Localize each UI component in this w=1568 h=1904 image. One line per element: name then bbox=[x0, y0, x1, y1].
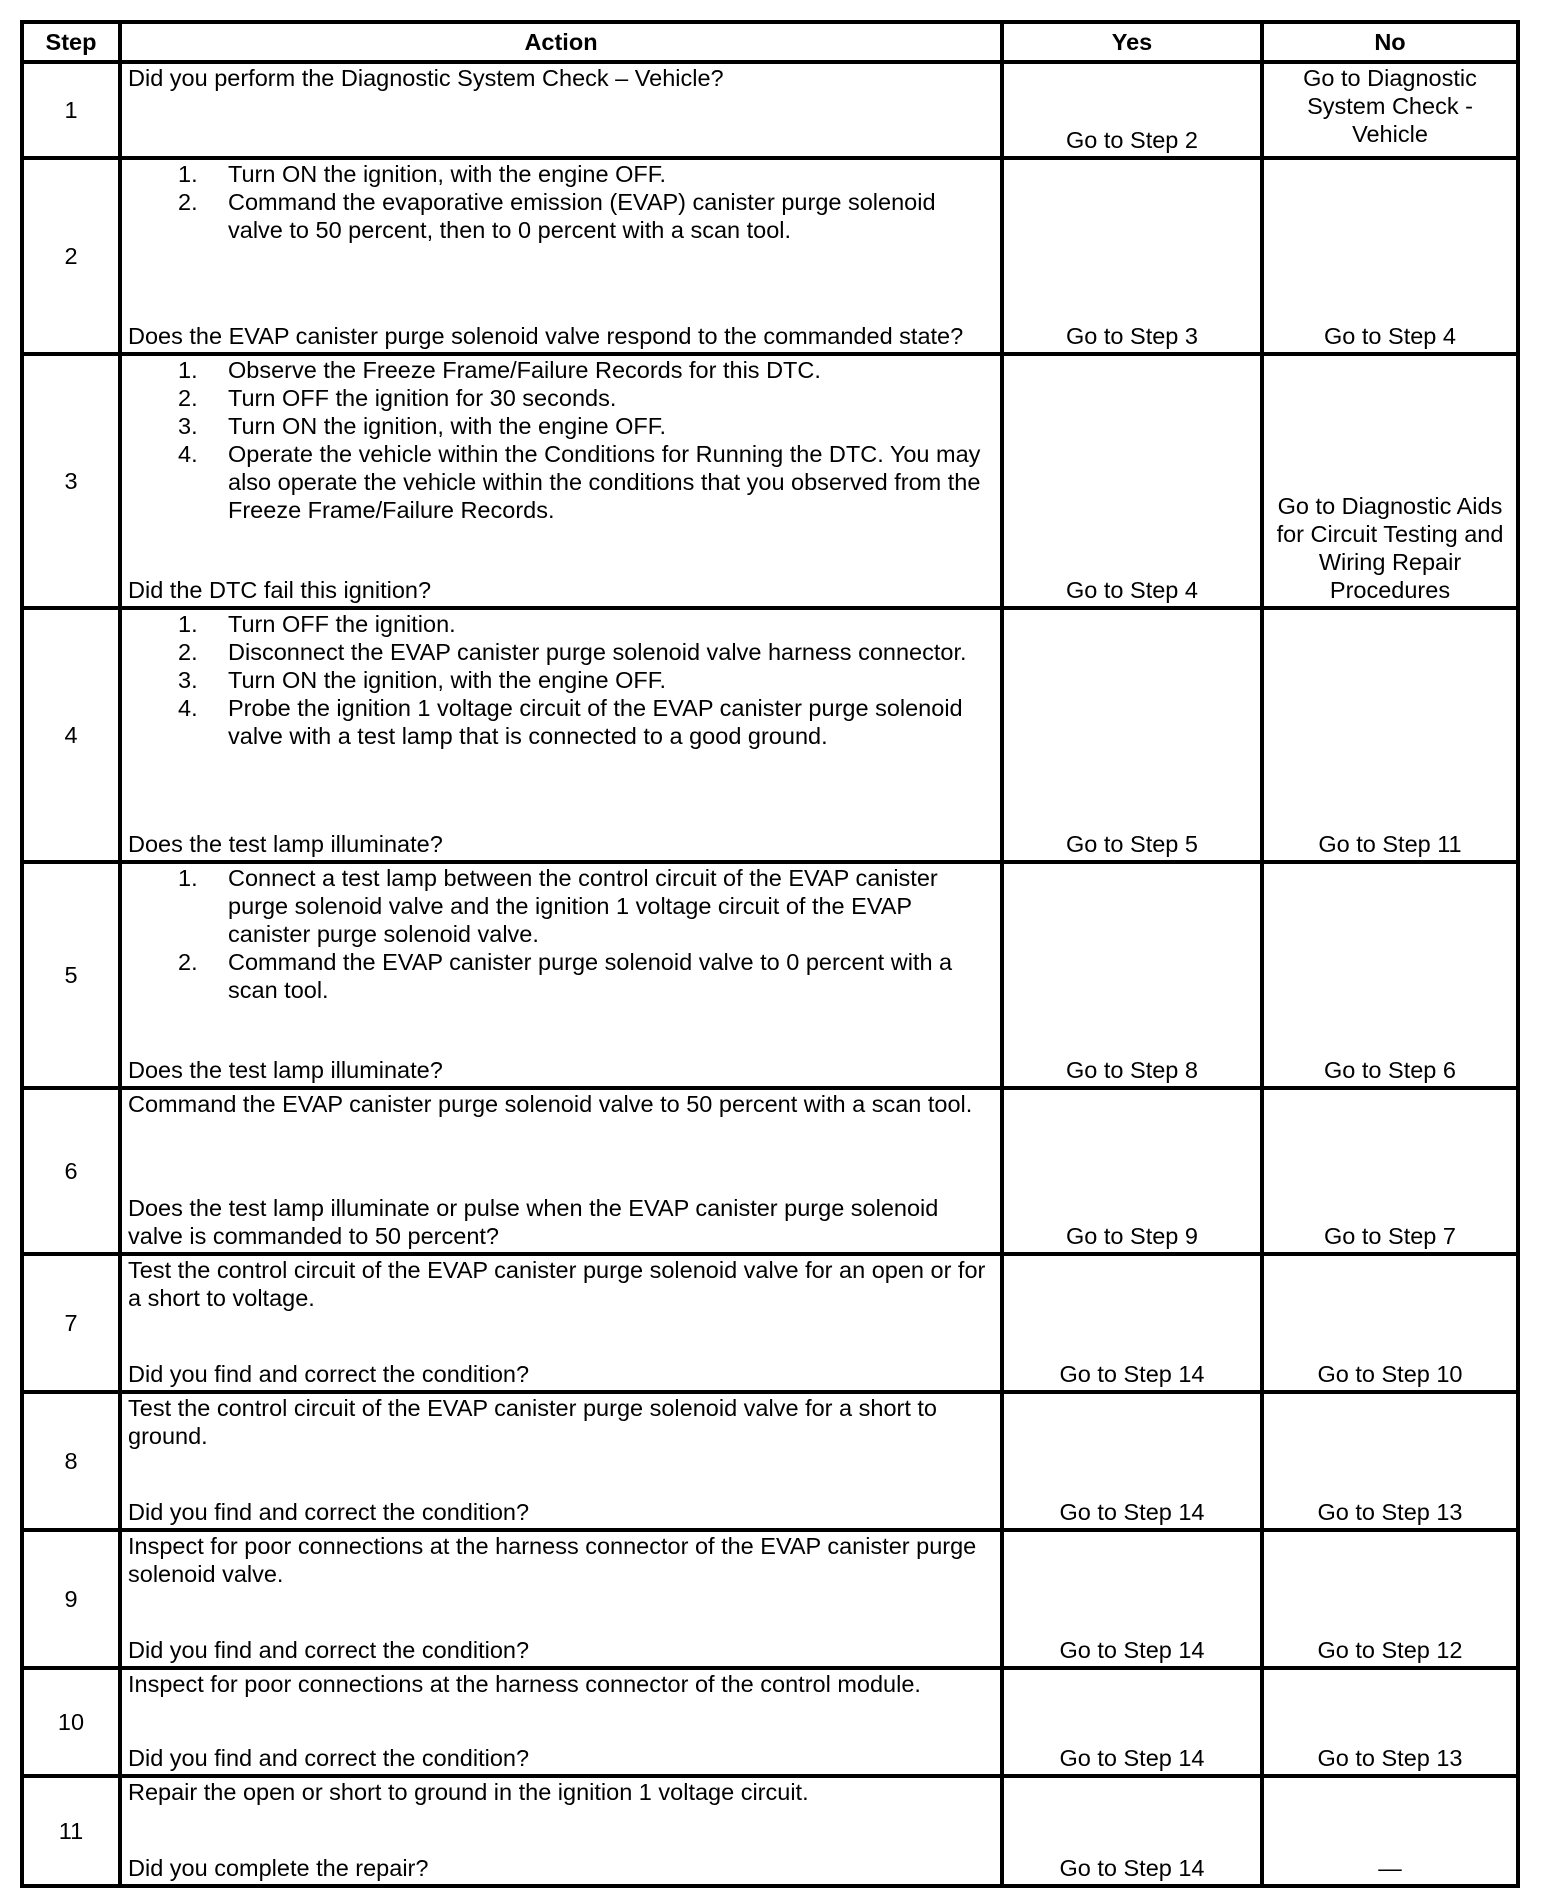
table-row bbox=[22, 1668, 1518, 1776]
action-cell bbox=[120, 1392, 1002, 1530]
list-item-text: Turn ON the ignition, with the engine OFF. bbox=[228, 161, 667, 187]
step-number: 10 bbox=[22, 1668, 120, 1776]
list-item bbox=[178, 160, 994, 188]
header-action: Action bbox=[120, 22, 1002, 62]
yes-result: Go to Step 14 bbox=[1002, 1392, 1262, 1530]
action-cell bbox=[120, 1668, 1002, 1776]
yes-result: Go to Step 14 bbox=[1002, 1530, 1262, 1668]
list-item-text: Command the EVAP canister purge solenoid valve to 0 percent with a scan tool. bbox=[228, 949, 953, 1003]
list-item-text: Connect a test lamp between the control circuit of the EVAP canister purge solenoid valve and the ignition 1 voltage circuit of the EVAP canister purge solenoid valve. bbox=[228, 865, 938, 947]
no-result: Go to Diagnostic System Check - Vehicle bbox=[1262, 62, 1518, 158]
action-content bbox=[128, 1256, 994, 1388]
table-row bbox=[22, 1088, 1518, 1254]
list-item-text: Turn ON the ignition, with the engine OFF. bbox=[228, 413, 667, 439]
header-step: Step bbox=[22, 22, 120, 62]
procedure-list bbox=[128, 610, 994, 750]
action-intro: Test the control circuit of the EVAP canister purge solenoid valve for an open or for a short to voltage. bbox=[128, 1257, 986, 1311]
step-number: 6 bbox=[22, 1088, 120, 1254]
action-cell bbox=[120, 608, 1002, 862]
no-result: Go to Step 13 bbox=[1262, 1392, 1518, 1530]
action-question: Does the test lamp illuminate? bbox=[128, 1057, 443, 1083]
table-row bbox=[22, 608, 1518, 862]
action-intro: Did you perform the Diagnostic System Check – Vehicle? bbox=[128, 65, 724, 91]
action-content bbox=[128, 864, 994, 1084]
no-result: Go to Diagnostic Aids for Circuit Testing and Wiring Repair Procedures bbox=[1262, 354, 1518, 608]
action-question: Does the test lamp illuminate? bbox=[128, 831, 443, 857]
header-row bbox=[22, 22, 1518, 62]
no-result: Go to Step 11 bbox=[1262, 608, 1518, 862]
list-item-text: Turn ON the ignition, with the engine OFF. bbox=[228, 667, 667, 693]
yes-result: Go to Step 8 bbox=[1002, 862, 1262, 1088]
step-number: 11 bbox=[22, 1776, 120, 1886]
action-cell bbox=[120, 862, 1002, 1088]
list-item-number: 2. bbox=[178, 189, 198, 215]
no-result: — bbox=[1262, 1776, 1518, 1886]
list-item bbox=[178, 694, 994, 750]
action-content bbox=[128, 1532, 994, 1664]
step-number: 5 bbox=[22, 862, 120, 1088]
list-item bbox=[178, 638, 994, 666]
list-item-text: Turn OFF the ignition for 30 seconds. bbox=[228, 385, 617, 411]
action-top bbox=[128, 160, 994, 244]
list-item-number: 2. bbox=[178, 639, 198, 665]
list-item-text: Observe the Freeze Frame/Failure Records for this DTC. bbox=[228, 357, 821, 383]
list-item-number: 3. bbox=[178, 413, 198, 439]
action-cell bbox=[120, 62, 1002, 158]
step-number: 3 bbox=[22, 354, 120, 608]
action-question: Did the DTC fail this ignition? bbox=[128, 577, 432, 603]
yes-result: Go to Step 14 bbox=[1002, 1776, 1262, 1886]
action-question: Did you complete the repair? bbox=[128, 1855, 429, 1881]
header-yes: Yes bbox=[1002, 22, 1262, 62]
list-item-number: 1. bbox=[178, 357, 198, 383]
action-top bbox=[128, 610, 994, 750]
no-result: Go to Step 7 bbox=[1262, 1088, 1518, 1254]
action-intro: Repair the open or short to ground in the ignition 1 voltage circuit. bbox=[128, 1779, 809, 1805]
action-content bbox=[128, 160, 994, 350]
no-result: Go to Step 4 bbox=[1262, 158, 1518, 354]
action-intro: Inspect for poor connections at the harness connector of the EVAP canister purge solenoid valve. bbox=[128, 1533, 977, 1587]
list-item bbox=[178, 384, 994, 412]
list-item-text: Command the evaporative emission (EVAP) canister purge solenoid valve to 50 percent, then to 0 percent with a scan tool. bbox=[228, 189, 936, 243]
step-number: 1 bbox=[22, 62, 120, 158]
list-item-number: 4. bbox=[178, 695, 198, 721]
action-question: Did you find and correct the condition? bbox=[128, 1361, 530, 1387]
list-item bbox=[178, 356, 994, 384]
yes-result: Go to Step 2 bbox=[1002, 62, 1262, 158]
yes-result: Go to Step 5 bbox=[1002, 608, 1262, 862]
yes-result: Go to Step 3 bbox=[1002, 158, 1262, 354]
action-top bbox=[128, 1256, 994, 1312]
action-content bbox=[128, 64, 994, 154]
list-item-text: Disconnect the EVAP canister purge solenoid valve harness connector. bbox=[228, 639, 967, 665]
action-content bbox=[128, 1394, 994, 1526]
action-intro: Command the EVAP canister purge solenoid valve to 50 percent with a scan tool. bbox=[128, 1091, 973, 1117]
action-intro: Test the control circuit of the EVAP canister purge solenoid valve for a short to ground. bbox=[128, 1395, 937, 1449]
yes-result: Go to Step 14 bbox=[1002, 1668, 1262, 1776]
step-number: 2 bbox=[22, 158, 120, 354]
list-item-number: 2. bbox=[178, 949, 198, 975]
header-no: No bbox=[1262, 22, 1518, 62]
action-top bbox=[128, 1670, 994, 1698]
table-row bbox=[22, 1392, 1518, 1530]
list-item bbox=[178, 412, 994, 440]
list-item-number: 3. bbox=[178, 667, 198, 693]
table-row bbox=[22, 354, 1518, 608]
action-content bbox=[128, 356, 994, 604]
action-top bbox=[128, 1090, 994, 1118]
list-item-number: 2. bbox=[178, 385, 198, 411]
list-item bbox=[178, 864, 994, 948]
table-row bbox=[22, 862, 1518, 1088]
procedure-list bbox=[128, 356, 994, 524]
action-top bbox=[128, 1394, 994, 1450]
procedure-list bbox=[128, 864, 994, 1004]
action-top bbox=[128, 864, 994, 1004]
yes-result: Go to Step 4 bbox=[1002, 354, 1262, 608]
action-content bbox=[128, 1670, 994, 1772]
action-top bbox=[128, 1778, 994, 1806]
action-question: Did you find and correct the condition? bbox=[128, 1745, 530, 1771]
action-top bbox=[128, 64, 994, 92]
no-result: Go to Step 10 bbox=[1262, 1254, 1518, 1392]
list-item-text: Turn OFF the ignition. bbox=[228, 611, 456, 637]
table-row bbox=[22, 1776, 1518, 1886]
no-result: Go to Step 12 bbox=[1262, 1530, 1518, 1668]
step-number: 9 bbox=[22, 1530, 120, 1668]
diagnostic-table bbox=[20, 20, 1520, 1888]
action-cell bbox=[120, 1530, 1002, 1668]
no-result: Go to Step 13 bbox=[1262, 1668, 1518, 1776]
action-content bbox=[128, 1090, 994, 1250]
action-question: Does the EVAP canister purge solenoid valve respond to the commanded state? bbox=[128, 323, 964, 349]
action-cell bbox=[120, 1776, 1002, 1886]
action-content bbox=[128, 610, 994, 858]
list-item-number: 1. bbox=[178, 865, 198, 891]
list-item-text: Operate the vehicle within the Conditions for Running the DTC. You may also operate the vehicle within the conditions that you observed from the Freeze Frame/Failure Records. bbox=[228, 441, 981, 523]
step-number: 7 bbox=[22, 1254, 120, 1392]
step-number: 4 bbox=[22, 608, 120, 862]
action-content bbox=[128, 1778, 994, 1882]
table-row bbox=[22, 1530, 1518, 1668]
list-item bbox=[178, 666, 994, 694]
list-item bbox=[178, 188, 994, 244]
no-result: Go to Step 6 bbox=[1262, 862, 1518, 1088]
action-question: Does the test lamp illuminate or pulse when the EVAP canister purge solenoid valve is commanded to 50 percent? bbox=[128, 1195, 939, 1249]
action-cell bbox=[120, 354, 1002, 608]
yes-result: Go to Step 9 bbox=[1002, 1088, 1262, 1254]
table-row bbox=[22, 1254, 1518, 1392]
list-item-text: Probe the ignition 1 voltage circuit of the EVAP canister purge solenoid valve with a test lamp that is connected to a good ground. bbox=[228, 695, 963, 749]
list-item-number: 4. bbox=[178, 441, 198, 467]
action-question: Did you find and correct the condition? bbox=[128, 1637, 530, 1663]
list-item-number: 1. bbox=[178, 611, 198, 637]
list-item-number: 1. bbox=[178, 161, 198, 187]
action-cell bbox=[120, 1088, 1002, 1254]
action-question: Did you find and correct the condition? bbox=[128, 1499, 530, 1525]
list-item bbox=[178, 440, 994, 524]
action-cell bbox=[120, 1254, 1002, 1392]
list-item bbox=[178, 948, 994, 1004]
table-row bbox=[22, 62, 1518, 158]
step-number: 8 bbox=[22, 1392, 120, 1530]
action-top bbox=[128, 356, 994, 524]
action-cell bbox=[120, 158, 1002, 354]
procedure-list bbox=[128, 160, 994, 244]
yes-result: Go to Step 14 bbox=[1002, 1254, 1262, 1392]
list-item bbox=[178, 610, 994, 638]
action-top bbox=[128, 1532, 994, 1588]
table-row bbox=[22, 158, 1518, 354]
action-intro: Inspect for poor connections at the harness connector of the control module. bbox=[128, 1671, 921, 1697]
